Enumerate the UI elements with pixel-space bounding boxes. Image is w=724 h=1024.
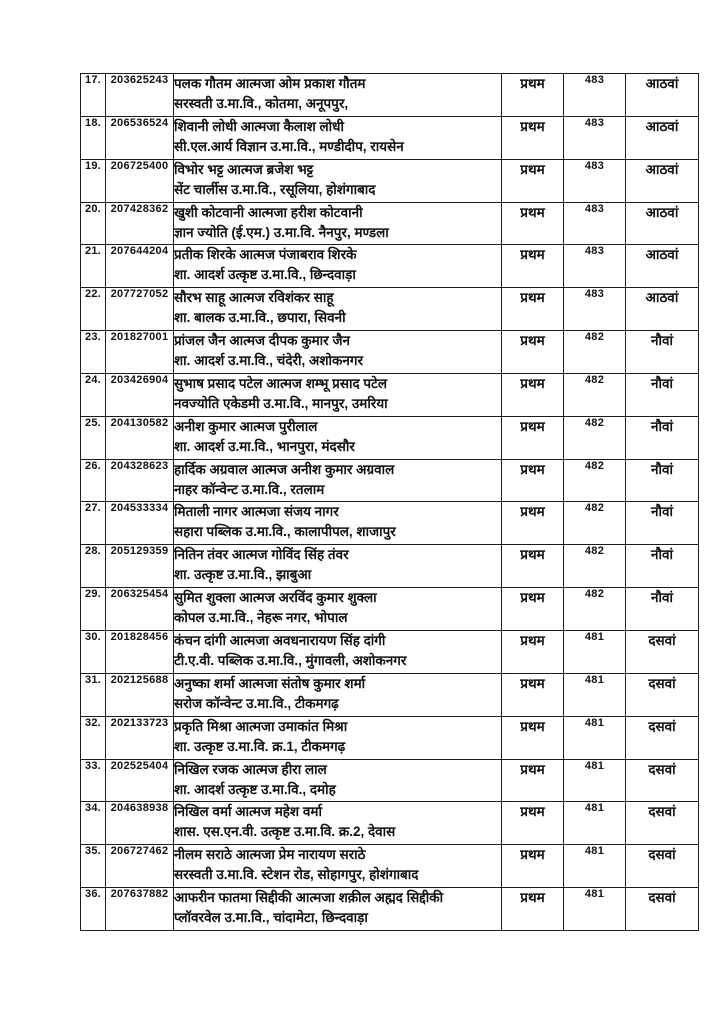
roll-number: 203625243 <box>106 74 174 117</box>
roll-number: 207428362 <box>106 202 174 245</box>
rank: नौवां <box>626 459 699 502</box>
rank: नौवां <box>626 502 699 545</box>
serial-number: 26. <box>81 459 106 502</box>
division: प्रथम <box>502 74 564 117</box>
roll-number: 203426904 <box>106 373 174 416</box>
marks: 481 <box>564 845 626 888</box>
serial-number: 33. <box>81 759 106 802</box>
rank: आठवां <box>626 245 699 288</box>
candidate-details <box>174 373 502 416</box>
school-name: सरस्वती उ.मा.वि. स्टेशन रोड, सोहागपुर, होशंगाबाद <box>174 867 419 883</box>
table-row <box>81 759 699 802</box>
school-name: सी.एल.आर्य विज्ञान उ.मा.वि., मण्डीदीप, रायसेन <box>174 138 404 154</box>
candidate-name: खुशी कोटवानी आत्मजा हरीश कोटवानी <box>174 204 363 220</box>
marks: 483 <box>564 74 626 117</box>
school-name: शा. बालक उ.मा.वि., छपारा, सिवनी <box>174 310 346 326</box>
candidate-details <box>174 502 502 545</box>
school-name: सरस्वती उ.मा.वि., कोतमा, अनूपपुर, <box>174 96 349 111</box>
candidate-name: निखिल रजक आत्मज हीरा लाल <box>174 761 327 777</box>
marks: 483 <box>564 159 626 202</box>
rank: आठवां <box>626 159 699 202</box>
roll-number: 204638938 <box>106 802 174 845</box>
rank: नौवां <box>626 588 699 631</box>
table-row <box>81 459 699 502</box>
roll-number: 207637882 <box>106 888 174 931</box>
candidate-name: नीलम सराठे आत्मजा प्रेम नारायण सराठे <box>174 847 366 863</box>
table-row <box>81 588 699 631</box>
marks: 482 <box>564 545 626 588</box>
roll-number: 206727462 <box>106 845 174 888</box>
candidate-name: प्रकृति मिश्रा आत्मजा उमाकांत मिश्रा <box>174 718 348 734</box>
candidate-name: मिताली नागर आत्मजा संजय नागर <box>174 504 339 520</box>
candidate-details <box>174 716 502 759</box>
rank: दसवां <box>626 630 699 673</box>
candidate-name: निखिल वर्मा आत्मज महेश वर्मा <box>174 804 322 820</box>
roll-number: 201828456 <box>106 630 174 673</box>
division: प्रथम <box>502 288 564 331</box>
marks: 481 <box>564 673 626 716</box>
school-name: शा. आदर्श उत्कृष्ट उ.मा.वि., दमोह <box>174 781 336 797</box>
candidate-name: सुभाष प्रसाद पटेल आत्मज शम्भू प्रसाद पटेल <box>174 375 388 391</box>
roll-number: 206725400 <box>106 159 174 202</box>
table-row <box>81 416 699 459</box>
division: प्रथम <box>502 159 564 202</box>
division: प्रथम <box>502 716 564 759</box>
marks: 483 <box>564 245 626 288</box>
serial-number: 35. <box>81 845 106 888</box>
table-row <box>81 159 699 202</box>
division: प्रथम <box>502 673 564 716</box>
marks: 483 <box>564 288 626 331</box>
rank: दसवां <box>626 673 699 716</box>
serial-number: 19. <box>81 159 106 202</box>
candidate-name: सौरभ साहू आत्मज रविशंकर साहू <box>174 290 334 306</box>
division: प्रथम <box>502 245 564 288</box>
marks: 481 <box>564 888 626 931</box>
division: प्रथम <box>502 202 564 245</box>
division: प्रथम <box>502 416 564 459</box>
rank: दसवां <box>626 716 699 759</box>
marks: 483 <box>564 116 626 159</box>
roll-number: 204328623 <box>106 459 174 502</box>
rank: नौवां <box>626 373 699 416</box>
marks: 482 <box>564 331 626 374</box>
candidate-details <box>174 159 502 202</box>
school-name: शा. आदर्श उत्कृष्ट उ.मा.वि., छिन्दवाड़ा <box>174 267 356 283</box>
rank: दसवां <box>626 759 699 802</box>
serial-number: 17. <box>81 74 106 117</box>
division: प्रथम <box>502 373 564 416</box>
candidate-name: पलक गौतम आत्मजा ओम प्रकाश गौतम <box>174 76 366 91</box>
marks: 481 <box>564 630 626 673</box>
candidate-details <box>174 673 502 716</box>
table-row <box>81 545 699 588</box>
serial-number: 25. <box>81 416 106 459</box>
division: प्रथम <box>502 630 564 673</box>
division: प्रथम <box>502 888 564 931</box>
table-row <box>81 845 699 888</box>
serial-number: 36. <box>81 888 106 931</box>
school-name: टी.ए.वी. पब्लिक उ.मा.वि., मुंगावली, अशोकनगर <box>174 652 407 668</box>
roll-number: 201827001 <box>106 331 174 374</box>
table-row <box>81 373 699 416</box>
rank: दसवां <box>626 802 699 845</box>
marks: 482 <box>564 588 626 631</box>
candidate-name: नितिन तंवर आत्मज गोविंद सिंह तंवर <box>174 547 349 563</box>
division: प्रथम <box>502 502 564 545</box>
roll-number: 202133723 <box>106 716 174 759</box>
serial-number: 23. <box>81 331 106 374</box>
table-row <box>81 331 699 374</box>
serial-number: 28. <box>81 545 106 588</box>
division: प्रथम <box>502 545 564 588</box>
candidate-details <box>174 588 502 631</box>
marks: 481 <box>564 716 626 759</box>
school-name: शास. एस.एन.वी. उत्कृष्ट उ.मा.वि. क्र.2, देवास <box>174 824 396 840</box>
rank: आठवां <box>626 202 699 245</box>
roll-number: 202525404 <box>106 759 174 802</box>
serial-number: 24. <box>81 373 106 416</box>
candidate-name: शिवानी लोधी आत्मजा कैलाश लोधी <box>174 118 344 134</box>
division: प्रथम <box>502 845 564 888</box>
division: प्रथम <box>502 459 564 502</box>
roll-number: 204130582 <box>106 416 174 459</box>
division: प्रथम <box>502 759 564 802</box>
roll-number: 206536524 <box>106 116 174 159</box>
rank: आठवां <box>626 288 699 331</box>
marks: 483 <box>564 202 626 245</box>
candidate-name: प्रांजल जैन आत्मज दीपक कुमार जैन <box>174 333 350 349</box>
table-row <box>81 673 699 716</box>
candidate-details <box>174 245 502 288</box>
table-row <box>81 802 699 845</box>
serial-number: 30. <box>81 630 106 673</box>
division: प्रथम <box>502 331 564 374</box>
candidate-details <box>174 459 502 502</box>
serial-number: 21. <box>81 245 106 288</box>
roll-number: 205129359 <box>106 545 174 588</box>
candidate-details <box>174 288 502 331</box>
candidate-details <box>174 202 502 245</box>
rank: आठवां <box>626 116 699 159</box>
school-name: कोपल उ.मा.वि., नेहरू नगर, भोपाल <box>174 610 348 626</box>
candidate-name: प्रतीक शिरके आत्मज पंजाबराव शिरके <box>174 247 357 263</box>
candidate-details <box>174 545 502 588</box>
serial-number: 29. <box>81 588 106 631</box>
school-name: नाहर कॉन्वेन्ट उ.मा.वि., रतलाम <box>174 481 325 497</box>
candidate-details <box>174 331 502 374</box>
candidate-details <box>174 74 502 117</box>
merit-list-page <box>80 73 698 931</box>
candidate-details <box>174 845 502 888</box>
rank: नौवां <box>626 331 699 374</box>
serial-number: 18. <box>81 116 106 159</box>
candidate-details <box>174 888 502 931</box>
candidate-details <box>174 802 502 845</box>
table-row <box>81 888 699 931</box>
school-name: शा. आदर्श उ.मा.वि., भानपुरा, मंदसौर <box>174 438 355 454</box>
candidate-details <box>174 416 502 459</box>
roll-number: 207727052 <box>106 288 174 331</box>
rank: नौवां <box>626 545 699 588</box>
table-row <box>81 502 699 545</box>
division: प्रथम <box>502 116 564 159</box>
rank: नौवां <box>626 416 699 459</box>
school-name: सेंट चार्लीस उ.मा.वि., रसूलिया, होशंगाबाद <box>174 181 376 197</box>
school-name: शा. उत्कृष्ट उ.मा.वि., झाबुआ <box>174 567 312 583</box>
serial-number: 22. <box>81 288 106 331</box>
marks: 481 <box>564 802 626 845</box>
table-row <box>81 116 699 159</box>
candidate-name: कंचन दांगी आत्मजा अवधनारायण सिंह दांगी <box>174 632 386 648</box>
school-name: शा. आदर्श उ.मा.वि., चंदेरी, अशोकनगर <box>174 353 364 369</box>
serial-number: 20. <box>81 202 106 245</box>
rank: दसवां <box>626 845 699 888</box>
division: प्रथम <box>502 802 564 845</box>
merit-table-body <box>81 74 699 931</box>
marks: 482 <box>564 373 626 416</box>
school-name: शा. उत्कृष्ट उ.मा.वि. क्र.1, टीकमगढ़ <box>174 738 346 754</box>
candidate-details <box>174 759 502 802</box>
candidate-name: अनीश कुमार आत्मज पुरीलाल <box>174 418 318 434</box>
rank: दसवां <box>626 888 699 931</box>
marks: 482 <box>564 502 626 545</box>
serial-number: 31. <box>81 673 106 716</box>
marks: 481 <box>564 759 626 802</box>
roll-number: 207644204 <box>106 245 174 288</box>
candidate-details <box>174 630 502 673</box>
school-name: सरोज कॉन्वेन्ट उ.मा.वि., टीकमगढ़ <box>174 695 339 711</box>
school-name: सहारा पब्लिक उ.मा.वि., कालापीपल, शाजापुर <box>174 524 396 540</box>
roll-number: 204533334 <box>106 502 174 545</box>
marks: 482 <box>564 416 626 459</box>
candidate-name: सुमित शुक्ला आत्मज अरविंद कुमार शुक्ला <box>174 590 377 606</box>
school-name: नवज्योति एकेडमी उ.मा.वि., मानपुर, उमरिया <box>174 395 388 411</box>
table-row <box>81 245 699 288</box>
marks: 482 <box>564 459 626 502</box>
table-row <box>81 716 699 759</box>
school-name: ज्ञान ज्योति (ई.एम.) उ.मा.वि. नैनपुर, मण्डला <box>174 224 389 240</box>
table-row <box>81 74 699 117</box>
candidate-details <box>174 116 502 159</box>
rank: आठवां <box>626 74 699 117</box>
candidate-name: अनुष्का शर्मा आत्मजा संतोष कुमार शर्मा <box>174 675 366 691</box>
serial-number: 27. <box>81 502 106 545</box>
school-name: प्लॉवरवेल उ.मा.वि., चांदामेटा, छिन्दवाड़ा <box>174 910 368 926</box>
table-row <box>81 288 699 331</box>
candidate-name: आफरीन फातमा सिद्दीकी आत्मजा शक़ील अह्मद सिद्दीकी <box>174 890 444 906</box>
serial-number: 34. <box>81 802 106 845</box>
roll-number: 202125688 <box>106 673 174 716</box>
table-row <box>81 630 699 673</box>
division: प्रथम <box>502 588 564 631</box>
roll-number: 206325454 <box>106 588 174 631</box>
candidate-name: हार्दिक अग्रवाल आत्मज अनीश कुमार अग्रवाल <box>174 461 395 477</box>
table-row <box>81 202 699 245</box>
candidate-name: विभोर भट्ट आत्मज ब्रजेश भट्ट <box>174 161 314 177</box>
serial-number: 32. <box>81 716 106 759</box>
merit-list-table <box>80 73 699 931</box>
